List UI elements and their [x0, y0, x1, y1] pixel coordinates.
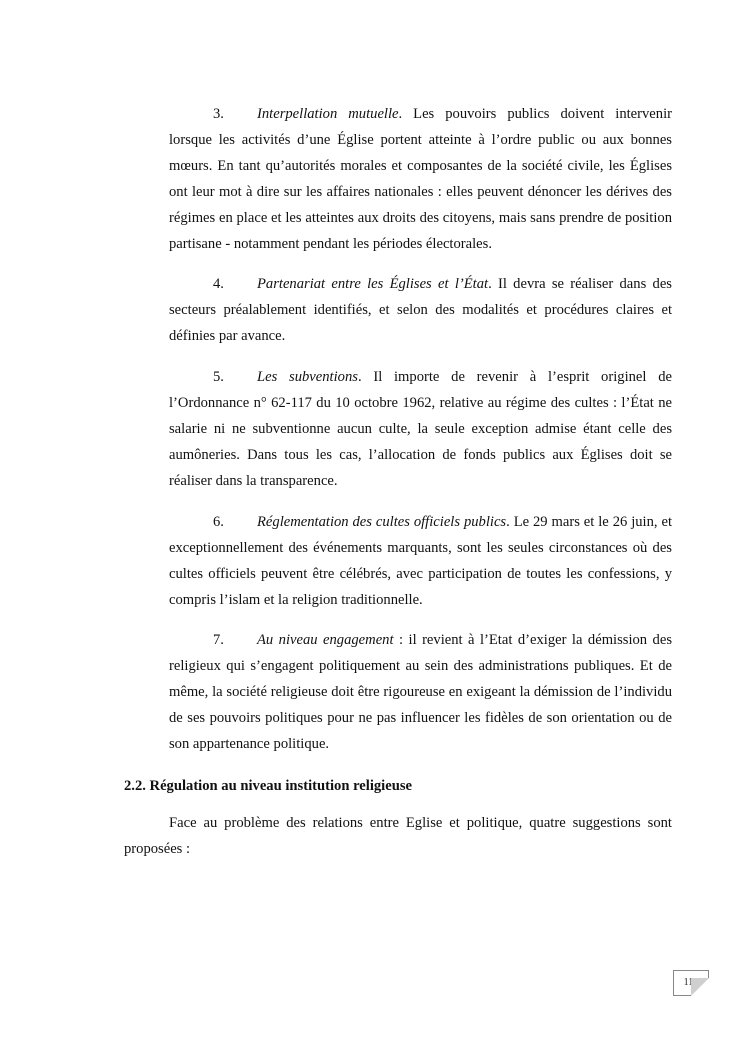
- item-number: 5.: [213, 369, 224, 385]
- item-text: . Les pouvoirs publics doivent intervenir lorsque les activités d’une Église portent atteinte à l’ordre public ou aux bonnes mœurs. En tant qu’autorités morales et composantes de la société civile, les Églises ont leur mot à dire sur les affaires nationales : elles peuvent dénoncer les dérives des régimes en place et les atteintes aux droits des citoyens, mais sans prendre de position partisane - notamment pendant les périodes électorales.: [169, 106, 672, 252]
- page-number-box: [673, 970, 709, 996]
- item-title: Partenariat entre les Églises et l’État: [257, 276, 489, 292]
- item-number: 4.: [213, 276, 224, 292]
- list-item-5: [169, 364, 672, 494]
- page-curl-icon: [691, 978, 709, 996]
- list-item-4: [169, 271, 672, 349]
- closing-paragraph: Face au problème des relations entre Eglise et politique, quatre suggestions sont proposées :: [124, 815, 672, 857]
- item-number: 3.: [213, 106, 224, 122]
- item-text: . Il devra se réaliser dans des secteurs préalablement identifiés, et selon des modalités et procédures claires et définies par avance.: [169, 276, 672, 344]
- item-title: Les subventions: [257, 369, 358, 385]
- page-number: 112: [683, 977, 699, 988]
- section-heading: 2.2. Régulation au niveau institution religieuse: [124, 778, 412, 794]
- item-text: . Il importe de revenir à l’esprit originel de l’Ordonnance n° 62-117 du 10 octobre 1962, relative au régime des cultes : l’État ne salarie ni ne subventionne aucun culte, la seule exception admise étant celle des aumôneries. Dans tous les cas, l’allocation de fonds publics aux Églises doit se réaliser dans la transparence.: [169, 369, 672, 489]
- item-number: 7.: [213, 632, 224, 648]
- list-item-6: [169, 509, 672, 613]
- item-number: 6.: [213, 514, 224, 530]
- item-title: Interpellation mutuelle: [257, 106, 399, 122]
- item-title: Au niveau engagement: [257, 632, 394, 648]
- list-item-3: [169, 101, 672, 257]
- item-text: . Le 29 mars et le 26 juin, et exceptionnellement des événements marquants, sont les seules circonstances où des cultes officiels peuvent être célébrés, avec participation de toutes les confessions, y compris l’islam et la religion traditionnelle.: [169, 514, 673, 608]
- item-title: Réglementation des cultes officiels publics: [257, 514, 507, 530]
- list-item-7: [169, 627, 672, 757]
- item-text: : il revient à l’Etat d’exiger la démission des religieux qui s’engagent politiquement au sein des administrations publiques. Et de même, la société religieuse doit être rigoureuse en exigeant la démission de l’individu de ses pouvoirs politiques pour ne pas influencer les fidèles de son orientation ou de son appartenance politique.: [169, 632, 673, 752]
